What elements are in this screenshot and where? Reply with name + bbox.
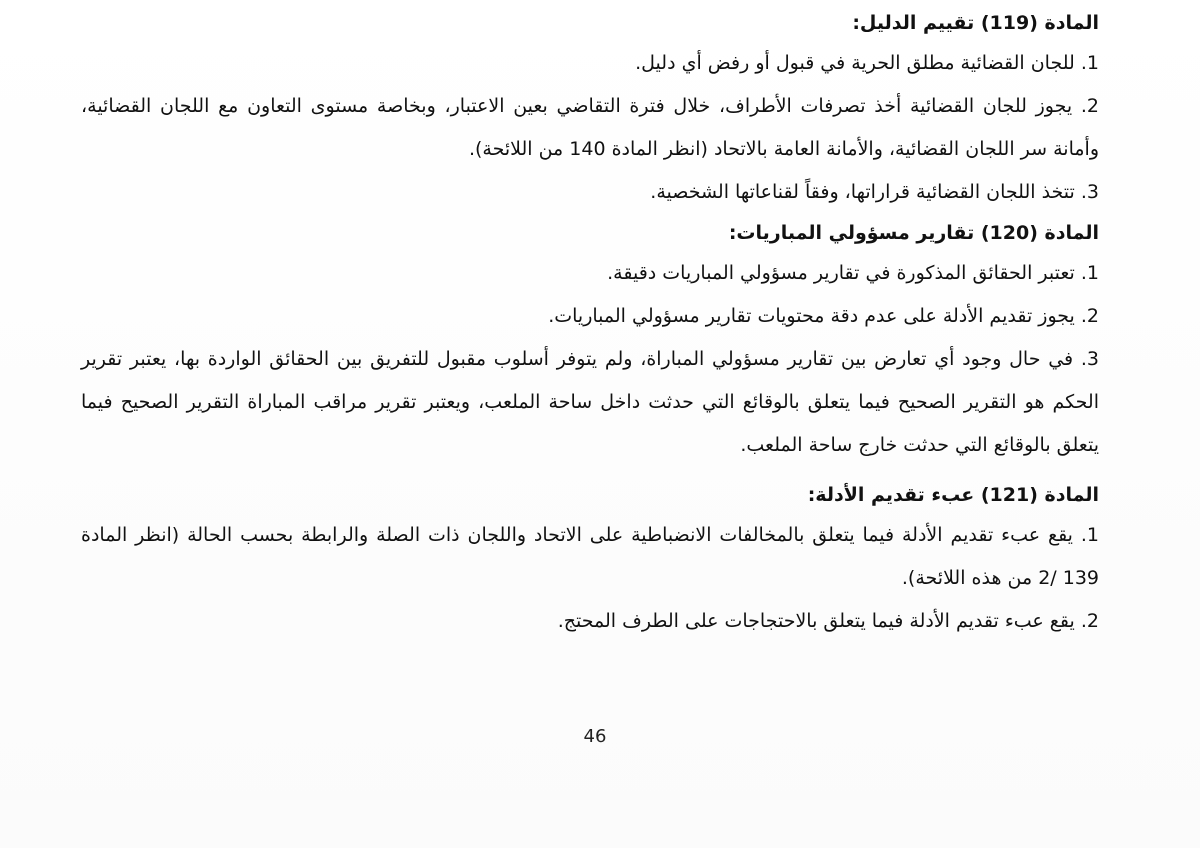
article-120	[81, 214, 1099, 467]
article-120-heading: المادة (120) تقارير مسؤولي المباريات:	[728, 222, 1099, 244]
article-119-heading: المادة (119) تقييم الدليل:	[852, 12, 1099, 34]
page-number: 46	[583, 726, 607, 747]
article-121	[81, 476, 1099, 643]
section-spacer	[81, 467, 1099, 476]
article-120-item-2: 2. يجوز تقديم الأدلة على عدم دقة محتويات تقارير مسؤولي المباريات.	[548, 305, 1099, 327]
article-119-item-2: 2. يجوز للجان القضائية أخذ تصرفات الأطراف، خلال فترة التقاضي بعين الاعتبار، وبخاصة مستوى التعاون مع اللجان القضائية، وأمانة سر اللجان القضائية، والأمانة العامة بالاتحاد (انظر المادة 140 من اللائحة).	[81, 95, 1099, 160]
article-121-heading: المادة (121) عبء تقديم الأدلة:	[807, 484, 1099, 506]
document-content	[81, 4, 1099, 643]
article-119	[81, 4, 1099, 214]
article-120-item-3: 3. في حال وجود أي تعارض بين تقارير مسؤولي المباراة، ولم يتوفر أسلوب مقبول للتفريق بين الحقائق الواردة بها، يعتبر تقرير الحكم هو التقرير الصحيح فيما يتعلق بالوقائع التي حدثت داخل ساحة الملعب، ويعتبر تقرير مراقب المباراة التقرير الصحيح فيما يتعلق بالوقائع التي حدثت خارج ساحة الملعب.	[81, 348, 1099, 456]
article-119-item-3: 3. تتخذ اللجان القضائية قراراتها، وفقاً لقناعاتها الشخصية.	[650, 181, 1099, 203]
article-121-item-1: 1. يقع عبء تقديم الأدلة فيما يتعلق بالمخالفات الانضباطية على الاتحاد واللجان ذات الصلة والرابطة بحسب الحالة (انظر المادة 139 /2 من هذه اللائحة).	[81, 524, 1099, 589]
article-119-item-1: 1. للجان القضائية مطلق الحرية في قبول أو رفض أي دليل.	[635, 52, 1099, 74]
article-121-item-2: 2. يقع عبء تقديم الأدلة فيما يتعلق بالاحتجاجات على الطرف المحتج.	[557, 610, 1099, 632]
article-120-item-1: 1. تعتبر الحقائق المذكورة في تقارير مسؤولي المباريات دقيقة.	[607, 262, 1099, 284]
